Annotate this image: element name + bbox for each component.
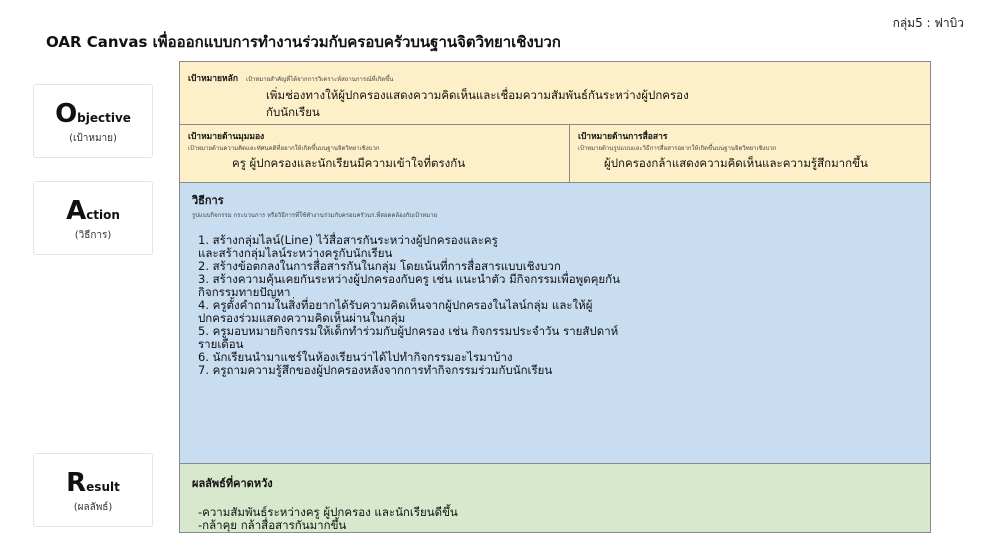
action-steps bbox=[198, 234, 918, 377]
action-line: ปกครองร่วมแสดงความคิดเห็นผ่านในกลุ่ม bbox=[198, 311, 406, 325]
group-label: กลุ่ม5 : ฟาบิว bbox=[892, 16, 964, 30]
result-line: -กล้าคุย กล้าสื่อสารกันมากขึ้น bbox=[198, 518, 347, 532]
action-line: 3. สร้างความคุ้นเคยกันระหว่างผู้ปกครองกับครู เช่น แนะนำตัว มีกิจกรรมเพื่อพูดคุยกัน bbox=[198, 272, 620, 286]
action-card-title bbox=[34, 196, 152, 226]
action-line: 4. ครูตั้งคำถามในสิ่งที่อยากได้รับความคิดเห็นจากผู้ปกครองในไลน์กลุ่ม และให้ผู้ bbox=[198, 298, 593, 312]
objective-attitude-note: เป้าหมายด้านความคิดและทัศนคติที่อยากให้เกิดขึ้นบนฐานจิตวิทยาเชิงบวก bbox=[188, 145, 380, 152]
result-line: -ความสัมพันธ์ระหว่างครู ผู้ปกครอง และนักเรียนดีขึ้น bbox=[198, 505, 458, 519]
objective-word: bjective bbox=[77, 111, 131, 125]
objective-attitude-head: เป้าหมายด้านมุมมอง bbox=[188, 132, 265, 142]
result-items bbox=[198, 506, 918, 532]
objective-card bbox=[33, 84, 153, 158]
action-letter: A bbox=[66, 196, 87, 226]
action-panel bbox=[179, 182, 931, 464]
action-line: กิจกรรมทายปัญหา bbox=[198, 285, 291, 299]
result-panel bbox=[179, 463, 931, 533]
result-head: ผลลัพธ์ที่คาดหวัง bbox=[192, 477, 273, 490]
result-card-title bbox=[34, 468, 152, 498]
objective-comm-note: เป้าหมายด้านรูปแบบและวิธีการสื่อสารอยากให้เกิดขึ้นบนฐานจิตวิทยาเชิงบวก bbox=[578, 145, 777, 152]
objective-attitude-body: ครู ผู้ปกครองและนักเรียนมีความเข้าใจที่ตรงกัน bbox=[232, 156, 466, 170]
objective-main-line1: เพิ่มช่องทางให้ผู้ปกครองแสดงความคิดเห็นและเชื่อมความสัมพันธ์กันระหว่างผู้ปกครอง bbox=[266, 88, 689, 102]
page-title: OAR Canvas เพื่อออกแบบการทำงานร่วมกับครอบครัวบนฐานจิตวิทยาเชิงบวก bbox=[46, 33, 561, 51]
action-line: รายเดือน bbox=[198, 337, 244, 351]
action-line: 7. ครูถามความรู้สึกของผู้ปกครองหลังจากการทำกิจกรรมร่วมกับนักเรียน bbox=[198, 363, 553, 377]
objective-main-note: เป้าหมายสำคัญที่ได้จากการวิเคราะห์สถานการณ์ที่เกิดขึ้น bbox=[246, 76, 394, 83]
objective-letter: O bbox=[55, 99, 78, 129]
objective-card-title bbox=[34, 99, 152, 129]
action-head: วิธีการ bbox=[192, 194, 224, 207]
objective-main-panel bbox=[179, 61, 931, 125]
result-word: esult bbox=[86, 480, 120, 494]
action-line: 1. สร้างกลุ่มไลน์(Line) ไว้สื่อสารกันระหว่างผู้ปกครองและครู bbox=[198, 233, 498, 247]
result-letter: R bbox=[66, 468, 87, 498]
action-card bbox=[33, 181, 153, 255]
result-card bbox=[33, 453, 153, 527]
action-line: 2. สร้างข้อตกลงในการสื่อสารกันในกลุ่ม โดยเน้นที่การสื่อสารแบบเชิงบวก bbox=[198, 259, 561, 273]
objective-communication-panel bbox=[569, 124, 931, 183]
action-card-sub: (วิธีการ) bbox=[74, 230, 112, 241]
objective-card-sub: (เป้าหมาย) bbox=[69, 133, 117, 144]
action-word: ction bbox=[86, 208, 120, 222]
objective-comm-head: เป้าหมายด้านการสื่อสาร bbox=[578, 132, 668, 142]
objective-comm-body: ผู้ปกครองกล้าแสดงความคิดเห็นและความรู้สึกมากขึ้น bbox=[604, 156, 868, 170]
action-line: 6. นักเรียนนำมาแชร์ในห้องเรียนว่าได้ไปทำกิจกรรมอะไรมาบ้าง bbox=[198, 350, 513, 364]
objective-attitude-panel bbox=[179, 124, 570, 183]
action-line: 5. ครูมอบหมายกิจกรรมให้เด็กทำร่วมกับผู้ปกครอง เช่น กิจกรรมประจำวัน รายสัปดาห์ bbox=[198, 324, 619, 338]
action-line: และสร้างกลุ่มไลน์ระหว่างครูกับนักเรียน bbox=[198, 246, 393, 260]
objective-main-line2: กับนักเรียน bbox=[266, 105, 320, 119]
action-note: รูปแบบกิจกรรม กระบวนการ หรือวิธีการที่ใช้ทำงานร่วมกับครอบครัวนร.ที่สอดคล้องกับเป้าหมาย bbox=[192, 212, 438, 219]
objective-main-head: เป้าหมายหลัก bbox=[188, 74, 238, 84]
result-card-sub: (ผลลัพธ์) bbox=[73, 502, 113, 513]
